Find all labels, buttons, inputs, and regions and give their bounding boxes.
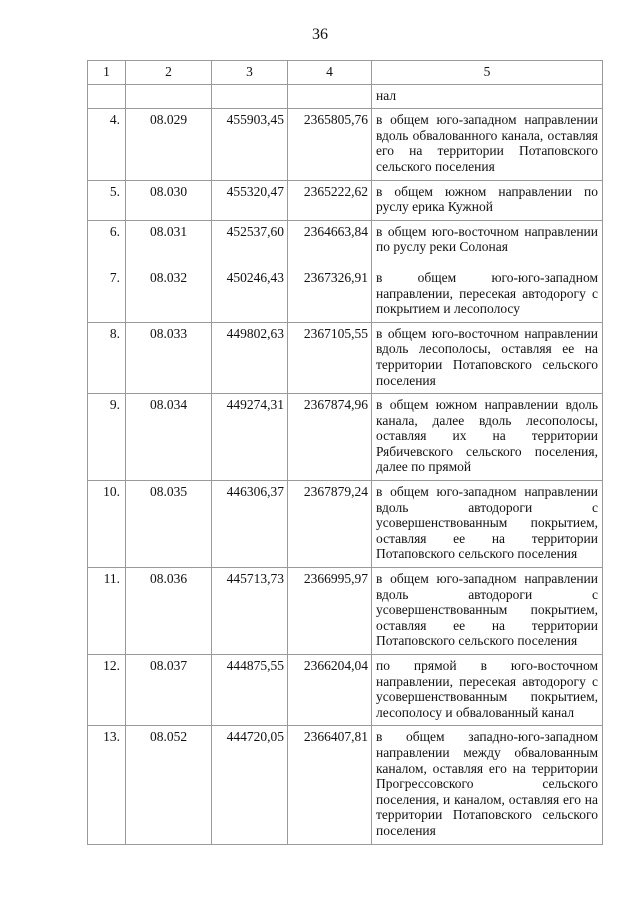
description-cell: в общем юго-западном направлении вдоль обвалованного канала, оставляя его на территории Потаповского сельского поселения bbox=[372, 109, 603, 180]
x-coordinate-cell: 449802,63 bbox=[212, 322, 288, 393]
x-coordinate-cell: 455903,45 bbox=[212, 109, 288, 180]
table-row bbox=[88, 322, 603, 393]
y-coordinate-cell bbox=[288, 84, 372, 109]
y-coordinate-cell: 2365805,76 bbox=[288, 109, 372, 180]
description-cell: в общем западно-юго-западном направлении между обвалованным каналом, оставляя его на территории Прогрессовского сельского поселения, и каналом, оставляя его на территории Потаповского сельского поселения bbox=[372, 726, 603, 844]
description-cell: по прямой в юго-восточном направлении, пересекая автодорогу с усовершенствованным покрытием, лесополосу и обвалованный канал bbox=[372, 655, 603, 726]
row-number-cell: 11. bbox=[88, 568, 126, 655]
y-coordinate-cell: 2367326,91 bbox=[288, 267, 372, 322]
row-number-cell: 10. bbox=[88, 481, 126, 568]
point-number-cell: 08.031 bbox=[126, 220, 212, 267]
row-number-cell: 12. bbox=[88, 655, 126, 726]
x-coordinate-cell: 452537,60 bbox=[212, 220, 288, 267]
continuation-row bbox=[88, 84, 603, 109]
x-coordinate-cell: 449274,31 bbox=[212, 394, 288, 481]
x-coordinate-cell bbox=[212, 84, 288, 109]
table-row bbox=[88, 109, 603, 180]
x-coordinate-cell: 455320,47 bbox=[212, 180, 288, 220]
point-number-cell: 08.034 bbox=[126, 394, 212, 481]
x-coordinate-cell: 445713,73 bbox=[212, 568, 288, 655]
point-number-cell: 08.036 bbox=[126, 568, 212, 655]
x-coordinate-cell: 444875,55 bbox=[212, 655, 288, 726]
y-coordinate-cell: 2367879,24 bbox=[288, 481, 372, 568]
point-number-cell: 08.052 bbox=[126, 726, 212, 844]
row-number-cell: 8. bbox=[88, 322, 126, 393]
page-number: 36 bbox=[312, 26, 328, 43]
description-cell: в общем юго-восточном направлении по руслу реки Солоная bbox=[372, 220, 603, 267]
table-row bbox=[88, 568, 603, 655]
table-row bbox=[88, 655, 603, 726]
row-number-cell: 4. bbox=[88, 109, 126, 180]
description-cell: в общем юго-юго-западном направлении, пересекая автодорогу с покрытием и лесополосу bbox=[372, 267, 603, 322]
table-row bbox=[88, 726, 603, 844]
row-number-cell: 9. bbox=[88, 394, 126, 481]
table-row bbox=[88, 180, 603, 220]
description-cell: в общем юго-западном направлении вдоль автодороги с усовершенствованным покрытием, оставляя ее на территории Потаповского сельского поселения bbox=[372, 568, 603, 655]
row-number-cell: 5. bbox=[88, 180, 126, 220]
y-coordinate-cell: 2365222,62 bbox=[288, 180, 372, 220]
point-number-cell: 08.033 bbox=[126, 322, 212, 393]
table-row bbox=[88, 481, 603, 568]
column-header-2: 2 bbox=[126, 61, 212, 85]
column-header-3: 3 bbox=[212, 61, 288, 85]
table-row bbox=[88, 267, 603, 322]
description-cell: нал bbox=[372, 84, 603, 109]
row-number-cell: 7. bbox=[88, 267, 126, 322]
y-coordinate-cell: 2366407,81 bbox=[288, 726, 372, 844]
description-cell: в общем южном направлении по руслу ерика Кужной bbox=[372, 180, 603, 220]
point-number-cell bbox=[126, 84, 212, 109]
point-number-cell: 08.030 bbox=[126, 180, 212, 220]
y-coordinate-cell: 2367105,55 bbox=[288, 322, 372, 393]
x-coordinate-cell: 450246,43 bbox=[212, 267, 288, 322]
point-number-cell: 08.037 bbox=[126, 655, 212, 726]
description-cell: в общем юго-восточном направлении вдоль лесополосы, оставляя ее на территории Потаповского сельского поселения bbox=[372, 322, 603, 393]
y-coordinate-cell: 2366204,04 bbox=[288, 655, 372, 726]
description-cell: в общем южном направлении вдоль канала, далее вдоль лесополосы, оставляя их на территории Рябичевского сельского поселения, далее по прямой bbox=[372, 394, 603, 481]
y-coordinate-cell: 2366995,97 bbox=[288, 568, 372, 655]
column-header-4: 4 bbox=[288, 61, 372, 85]
table-row bbox=[88, 220, 603, 267]
row-number-cell bbox=[88, 84, 126, 109]
x-coordinate-cell: 444720,05 bbox=[212, 726, 288, 844]
boundary-points-table bbox=[87, 60, 603, 845]
y-coordinate-cell: 2364663,84 bbox=[288, 220, 372, 267]
point-number-cell: 08.035 bbox=[126, 481, 212, 568]
x-coordinate-cell: 446306,37 bbox=[212, 481, 288, 568]
column-header-1: 1 bbox=[88, 61, 126, 85]
description-cell: в общем юго-западном направлении вдоль автодороги с усовершенствованным покрытием, оставляя ее на территории Потаповского сельского поселения bbox=[372, 481, 603, 568]
table-row bbox=[88, 394, 603, 481]
column-header-5: 5 bbox=[372, 61, 603, 85]
y-coordinate-cell: 2367874,96 bbox=[288, 394, 372, 481]
row-number-cell: 13. bbox=[88, 726, 126, 844]
table-header-row bbox=[88, 61, 603, 85]
row-number-cell: 6. bbox=[88, 220, 126, 267]
point-number-cell: 08.032 bbox=[126, 267, 212, 322]
point-number-cell: 08.029 bbox=[126, 109, 212, 180]
